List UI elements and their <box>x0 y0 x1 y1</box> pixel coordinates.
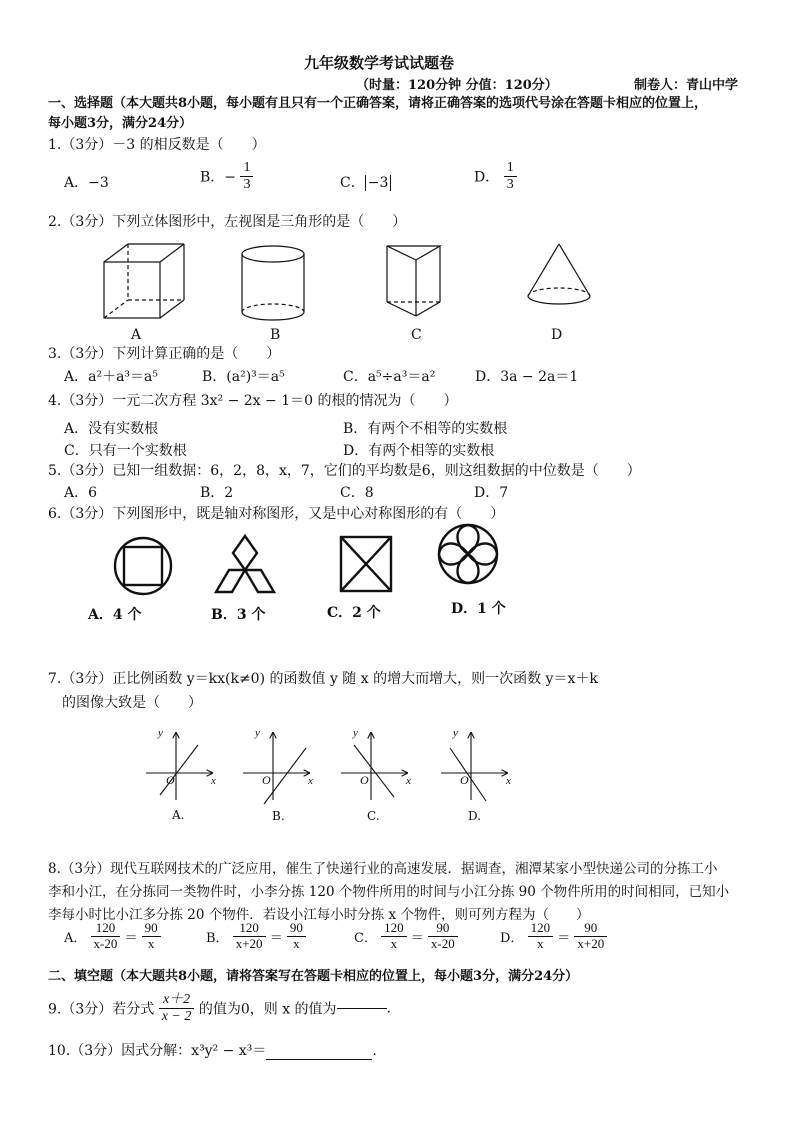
graph-c-origin: O <box>360 773 369 787</box>
q7-label-c: C. <box>367 809 380 823</box>
q7-stem-cont: 的图像大致是（ ） <box>62 695 202 711</box>
page-title: 九年级数学考试试题卷 <box>304 54 455 72</box>
q3-option-c: C．a⁵÷a³＝a² <box>343 369 436 385</box>
q4-option-a: A．没有实数根 <box>64 421 159 437</box>
q3-option-d: D．3a − 2a＝1 <box>475 369 579 385</box>
exam-maker: 制卷人：青山中学 <box>634 78 739 93</box>
q1-option-a: A．−3 <box>64 175 109 191</box>
graph-b-origin: O <box>262 773 271 787</box>
graph-b-y-label: y <box>255 727 260 739</box>
q5-option-a: A．6 <box>64 485 98 501</box>
section-1-heading-cont: 每小题3分，满分24分） <box>48 116 193 131</box>
q2-label-b: B <box>270 327 281 343</box>
q5-option-d: D．7 <box>474 485 509 501</box>
q5-option-b: B．2 <box>200 485 234 501</box>
graph-b-x-label: x <box>308 775 313 787</box>
graph-d-y-label: y <box>453 727 458 739</box>
q6-option-c: C．2 个 <box>327 605 381 621</box>
q8-option-b: B． $\frac{120}{x+20}$ ＝ $\frac{90}{x}$ <box>206 921 306 952</box>
q10-answer-blank[interactable] <box>266 1043 372 1060</box>
graph-a <box>146 733 212 800</box>
graph-b <box>243 733 309 804</box>
graph-d-x-label: x <box>506 775 511 787</box>
q2-stem: 2.（3分）下列立体图形中，左视图是三角形的是（ ） <box>48 214 407 230</box>
q3-option-a: A．a²＋a³＝a⁵ <box>64 369 158 385</box>
q9-answer-blank[interactable] <box>337 1008 387 1009</box>
q10-stem: 10.（3分）因式分解：x³y² − x³＝ . <box>48 1043 377 1059</box>
graph-a-x-label: x <box>211 775 216 787</box>
q5-stem: 5.（3分）已知一组数据：6，2，8，x，7，它们的平均数是6，则这组数据的中位数是（ ） <box>48 463 641 479</box>
q8-stem: 8.（3分）现代互联网技术的广泛应用，催生了快递行业的高速发展．据调查，湘潭某家小型快递公司的分拣工小 <box>48 861 718 877</box>
q6-stem: 6.（3分）下列图形中，既是轴对称图形，又是中心对称图形的有（ ） <box>48 506 505 522</box>
q7-label-d: D. <box>468 809 482 823</box>
q9-stem: 9.（3分）若分式 $\frac{x+2}{x - 2}$ 的值为0，则 x 的值为 . <box>48 992 391 1025</box>
q3-option-b: B．(a²)³＝a⁵ <box>202 369 285 385</box>
q4-option-b: B．有两个不相等的实数根 <box>343 421 508 437</box>
q8-option-d: D． $\frac{120}{x}$ ＝ $\frac{90}{x+20}$ <box>500 921 607 952</box>
q1-option-d: D． $\frac{1}{3}$ <box>474 160 517 193</box>
graph-c <box>341 733 407 800</box>
q2-label-c: C <box>411 327 422 343</box>
q7-label-b: B. <box>272 809 285 823</box>
exam-meta: （时量：120分钟 分值：120分） <box>356 78 558 93</box>
q6-option-b: B．3 个 <box>211 607 266 623</box>
section-2-heading: 二、填空题（本大题共8小题，请将答案写在答题卡相应的位置上，每小题3分，满分24分） <box>48 969 579 984</box>
graph-a-y-label: y <box>158 727 163 739</box>
q6-option-a: A．4 个 <box>88 607 142 623</box>
q4-option-d: D．有两个相等的实数根 <box>343 443 495 459</box>
graph-c-x-label: x <box>406 775 411 787</box>
q2-label-d: D <box>551 327 563 343</box>
q5-option-c: C．8 <box>340 485 374 501</box>
q1-option-c: C． −3 <box>340 172 391 192</box>
q1-option-b: B．− $\frac{1}{3}$ <box>200 160 253 193</box>
graph-c-y-label: y <box>353 727 358 739</box>
graph-a-origin: O <box>166 773 175 787</box>
q7-stem: 7.（3分）正比例函数 y＝kx(k≠0) 的函数值 y 随 x 的增大而增大，则一次函数 y＝x＋k <box>48 671 598 687</box>
graph-d-origin: O <box>460 773 469 787</box>
q8-stem-3: 李每小时比小江多分拣 20 个物件．若设小江每小时分拣 x 个物件，则可列方程为（ ） <box>48 907 590 923</box>
q8-option-a: A． $\frac{120}{x-20}$ ＝ $\frac{90}{x}$ <box>64 921 161 952</box>
q4-option-c: C．只有一个实数根 <box>64 443 187 459</box>
q2-label-a: A <box>131 327 142 343</box>
q4-stem: 4.（3分）一元二次方程 3x² − 2x − 1＝0 的根的情况为（ ） <box>48 393 458 409</box>
q7-label-a: A. <box>172 808 185 822</box>
q3-stem: 3.（3分）下列计算正确的是（ ） <box>48 346 281 362</box>
graph-d <box>441 733 507 801</box>
q6-option-d: D．1 个 <box>451 601 506 617</box>
section-1-heading: 一、选择题（本大题共8小题，每小题有且只有一个正确答案，请将正确答案的选项代号涂在答题卡相应的位置上， <box>48 96 708 111</box>
q8-stem-2: 李和小江，在分拣同一类物件时，小李分拣 120 个物件所用的时间与小江分拣 90 个物件所用的时间相同，已知小 <box>48 884 730 900</box>
q8-option-c: C． $\frac{120}{x}$ ＝ $\frac{90}{x-20}$ <box>354 921 458 952</box>
q1-stem: 1.（3分）－3 的相反数是（ ） <box>48 137 266 153</box>
